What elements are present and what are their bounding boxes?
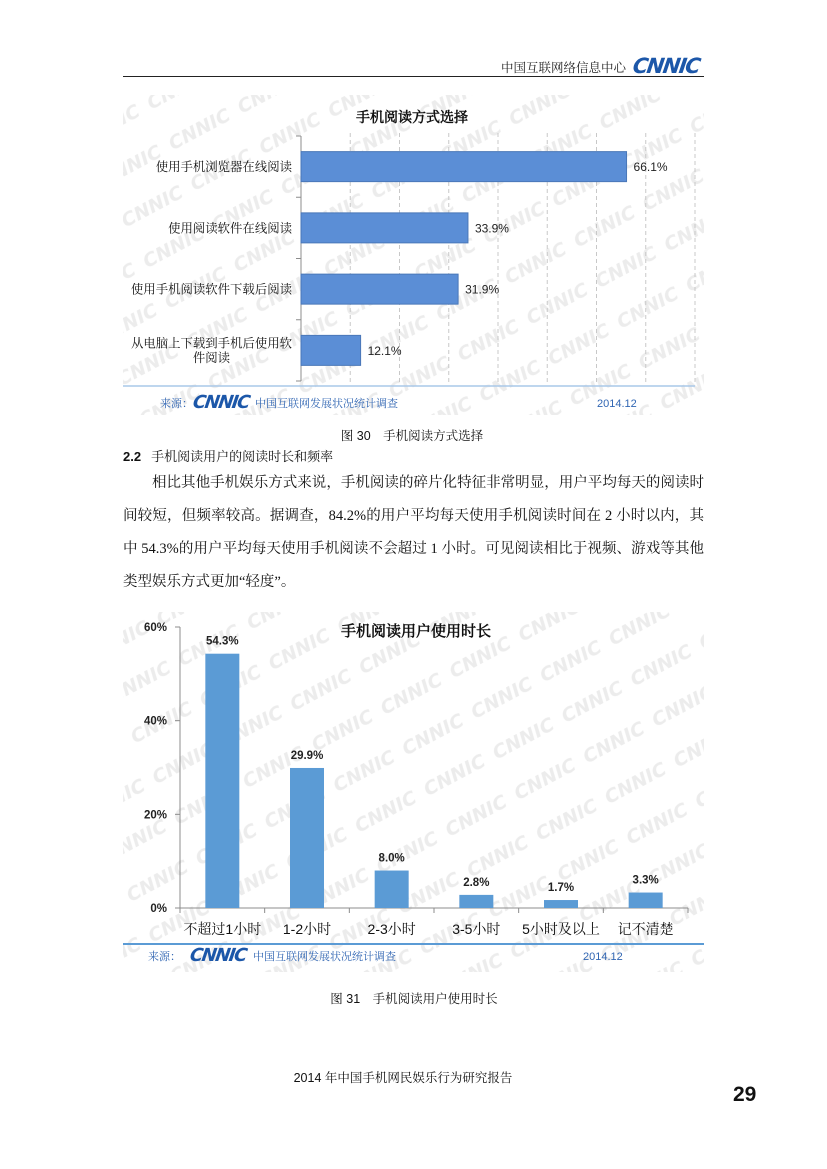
source-label: 来源： [160,398,193,410]
category-label: 2-3小时 [367,921,416,937]
y-tick-label: 40% [143,715,167,728]
y-tick-label: 0% [150,903,167,915]
category-label: 使用阅读软件在线阅读 [168,221,292,236]
section-title: 手机阅读用户的阅读时长和频率 [151,449,334,464]
bar [301,213,468,243]
chart-title: 手机阅读方式选择 [356,109,468,125]
source-date: 2014.12 [583,951,623,963]
bar [544,900,578,908]
source-date: 2014.12 [597,398,637,410]
source-survey: 中国互联网发展状况统计调查 [253,951,396,963]
footer-report-title: 2014 年中国手机网民娱乐行为研究报告 [293,1071,513,1085]
bar [629,893,663,908]
bar-value-label: 8.0% [378,852,405,865]
bar [301,152,627,182]
bar-value-label: 2.8% [463,876,490,889]
category-label: 记不清楚 [617,921,674,937]
section-number: 2.2 [123,449,142,464]
category-label-line: 件阅读 [192,350,231,365]
category-label: 不超过1小时 [183,921,262,937]
body-paragraph: 相比其他手机娱乐方式来说，手机阅读的碎片化特征非常明显，用户平均每天的阅读时间较短，但频率较高。据调查，84.2%的用户平均每天使用手机阅读时间在 2 小时以内，其中 54.3%的用户平均每天使用手机阅读不会超过 1 小时。可见阅读相比于视频、游戏等其他类型娱乐方式更加“轻度”。 [123,475,704,590]
bar-value-label: 31.9% [465,282,500,297]
bar [290,768,324,908]
bar-value-label: 66.1% [633,160,668,175]
section-heading [123,449,333,465]
bar-value-label: 1.7% [547,882,575,895]
figure-30-chart [123,95,704,415]
source-cnnic-logo: CNNIC [188,945,248,966]
bar [205,654,239,908]
bar-value-label: 54.3% [206,635,239,648]
bar-value-label: 33.9% [474,221,509,236]
bar-value-label: 29.9% [290,749,324,762]
bar [301,335,361,365]
category-label-line: 从电脑上下载到手机后使用软 [130,336,293,351]
bar [459,895,493,908]
page-number: 29 [733,1083,757,1106]
header-org-name: 中国互联网络信息中心 [500,61,626,75]
cnnic-logo: CNNIC [631,54,701,78]
source-cnnic-logo: CNNIC [191,392,251,413]
category-label: 使用手机浏览器在线阅读 [155,160,292,175]
y-tick-label: 20% [143,809,167,822]
figure-30-caption: 图 30 手机阅读方式选择 [340,429,484,443]
bar-value-label: 3.3% [632,874,659,887]
watermark [123,95,704,415]
chart-title: 手机阅读用户使用时长 [340,623,492,640]
header-rule [123,76,704,77]
source-label: 来源： [148,951,181,963]
category-label: 3-5小时 [452,921,501,937]
category-label: 使用手机阅读软件下载后阅读 [130,282,292,297]
figure-31-chart [123,612,704,972]
bar-value-label: 12.1% [367,343,402,358]
y-tick-label: 60% [143,622,167,634]
source-survey: 中国互联网发展状况统计调查 [255,398,398,410]
category-label: 1-2小时 [282,921,332,937]
bar [375,871,409,908]
figure-31-caption: 图 31 手机阅读用户使用时长 [330,992,498,1006]
category-label: 5小时及以上 [522,921,600,937]
bar [301,274,458,304]
